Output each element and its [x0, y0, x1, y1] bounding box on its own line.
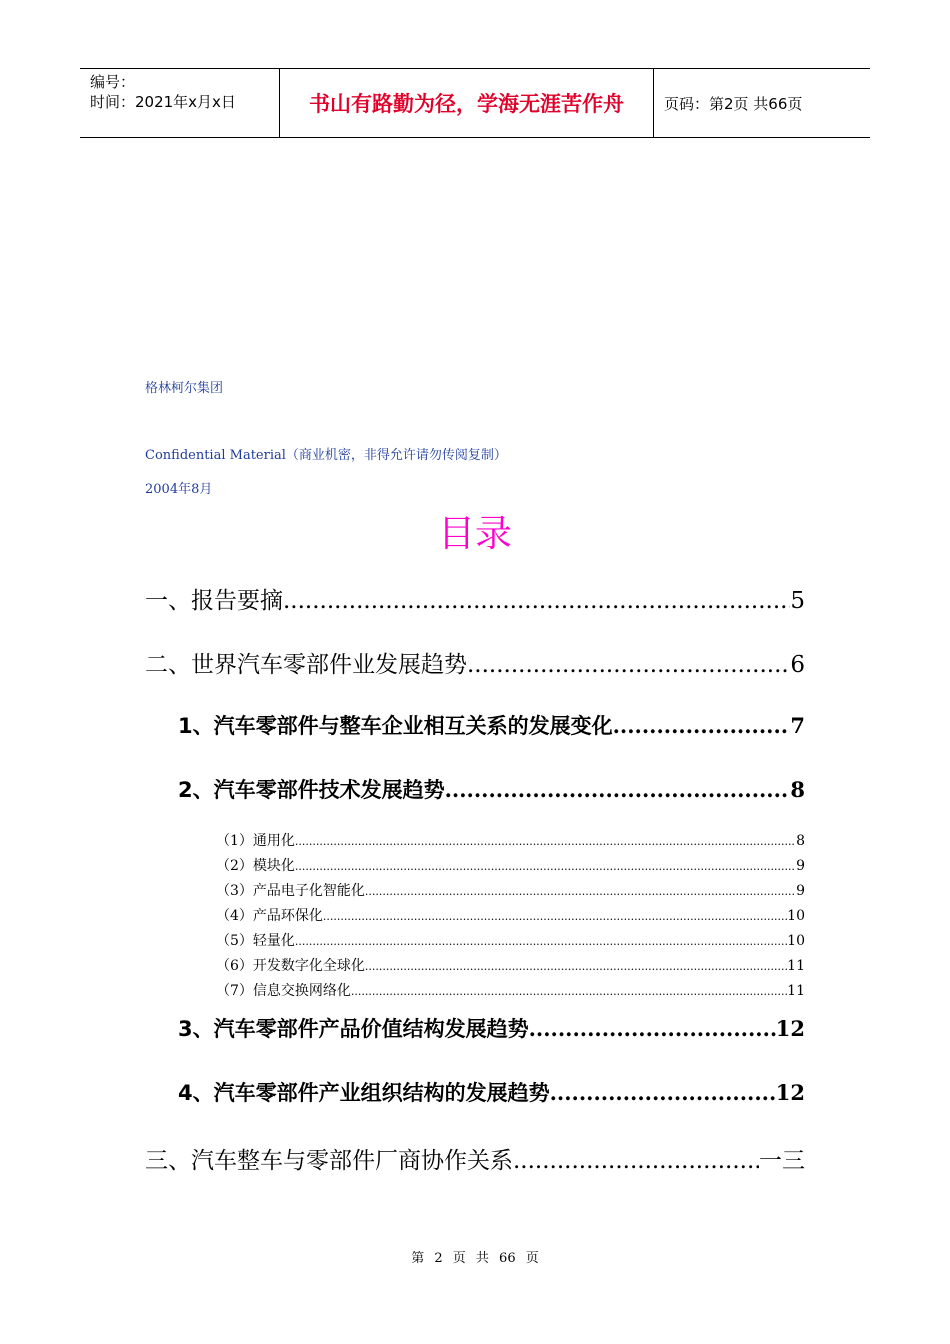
toc-leader	[295, 860, 796, 873]
toc-entry-page: 8	[796, 833, 805, 849]
company-name: 格林柯尔集团	[145, 381, 224, 396]
toc-entry-text: 一、报告要摘	[145, 588, 283, 614]
date-label: 时间：2021年x月x日	[90, 93, 236, 111]
toc-entry[interactable]	[216, 930, 805, 950]
page-header	[80, 68, 870, 138]
toc-entry-text: （3）产品电子化智能化	[216, 883, 365, 899]
toc-entry[interactable]	[216, 880, 805, 900]
report-date: 2004年8月	[145, 482, 213, 497]
toc-entry[interactable]	[145, 582, 805, 612]
toc-entry-text: （6）开发数字化全球化	[216, 958, 365, 974]
toc-entry-page: 10	[787, 933, 805, 949]
toc-leader	[529, 1016, 776, 1041]
toc-leader	[295, 835, 796, 848]
toc-entry-text: （7）信息交换网络化	[216, 983, 351, 999]
toc-entry-text: （5）轻量化	[216, 933, 295, 949]
toc-leader	[365, 885, 796, 898]
toc-leader	[613, 713, 791, 738]
toc-title: 目录	[438, 512, 512, 555]
motto: 书山有路勤为径，学海无涯苦作舟	[280, 69, 654, 137]
toc-leader	[513, 1148, 759, 1174]
toc-leader	[295, 935, 787, 948]
page-info: 页码：第2页 共66页	[664, 94, 803, 113]
toc-entry-page: 7	[790, 713, 805, 738]
toc-entry-page: 一三	[759, 1148, 805, 1174]
toc-entry[interactable]	[216, 830, 805, 850]
page-footer: 第 2 页 共 66 页	[411, 1251, 539, 1266]
toc-entry[interactable]	[216, 980, 805, 1000]
toc-entry-text: （4）产品环保化	[216, 908, 323, 924]
toc-entry[interactable]	[178, 1077, 805, 1105]
toc-entry-page: 11	[787, 958, 805, 974]
toc-entry-text: 三、汽车整车与零部件厂商协作关系	[145, 1148, 513, 1174]
toc-leader	[323, 910, 787, 923]
toc-entry[interactable]	[216, 905, 805, 925]
toc-leader	[445, 777, 791, 802]
toc-entry-page: 11	[787, 983, 805, 999]
toc-entry[interactable]	[178, 1013, 805, 1041]
toc-entry-page: 12	[775, 1080, 805, 1105]
number-label: 编号：	[90, 73, 136, 91]
toc-entry[interactable]	[178, 774, 805, 802]
toc-entry[interactable]	[216, 855, 805, 875]
toc-leader	[365, 960, 787, 973]
toc-entry-page: 5	[790, 588, 805, 614]
toc-entry-page: 6	[790, 652, 805, 678]
toc-leader	[283, 588, 790, 614]
toc-entry-text: 4、汽车零部件产业组织结构的发展趋势	[178, 1081, 550, 1105]
toc-entry-page: 9	[796, 858, 805, 874]
header-meta-cell	[80, 69, 280, 137]
toc-entry[interactable]	[178, 710, 805, 738]
toc-entry-text: 二、世界汽车零部件业发展趋势	[145, 652, 467, 678]
toc-leader	[550, 1080, 776, 1105]
toc-entry[interactable]	[145, 646, 805, 676]
toc-leader	[467, 652, 790, 678]
toc-entry-page: 12	[775, 1016, 805, 1041]
toc-entry[interactable]	[145, 1142, 805, 1172]
toc-entry-text: （1）通用化	[216, 833, 295, 849]
confidential-notice: Confidential Material（商业机密，非得允许请勿传阅复制）	[145, 448, 507, 463]
toc-entry-page: 9	[796, 883, 805, 899]
toc-leader	[351, 985, 787, 998]
toc-entry-page: 10	[787, 908, 805, 924]
toc-entry[interactable]	[216, 955, 805, 975]
toc-entry-text: 1、汽车零部件与整车企业相互关系的发展变化	[178, 714, 613, 738]
toc-entry-text: 3、汽车零部件产品价值结构发展趋势	[178, 1017, 529, 1041]
toc-entry-text: 2、汽车零部件技术发展趋势	[178, 778, 445, 802]
toc-entry-text: （2）模块化	[216, 858, 295, 874]
toc-entry-page: 8	[790, 777, 805, 802]
